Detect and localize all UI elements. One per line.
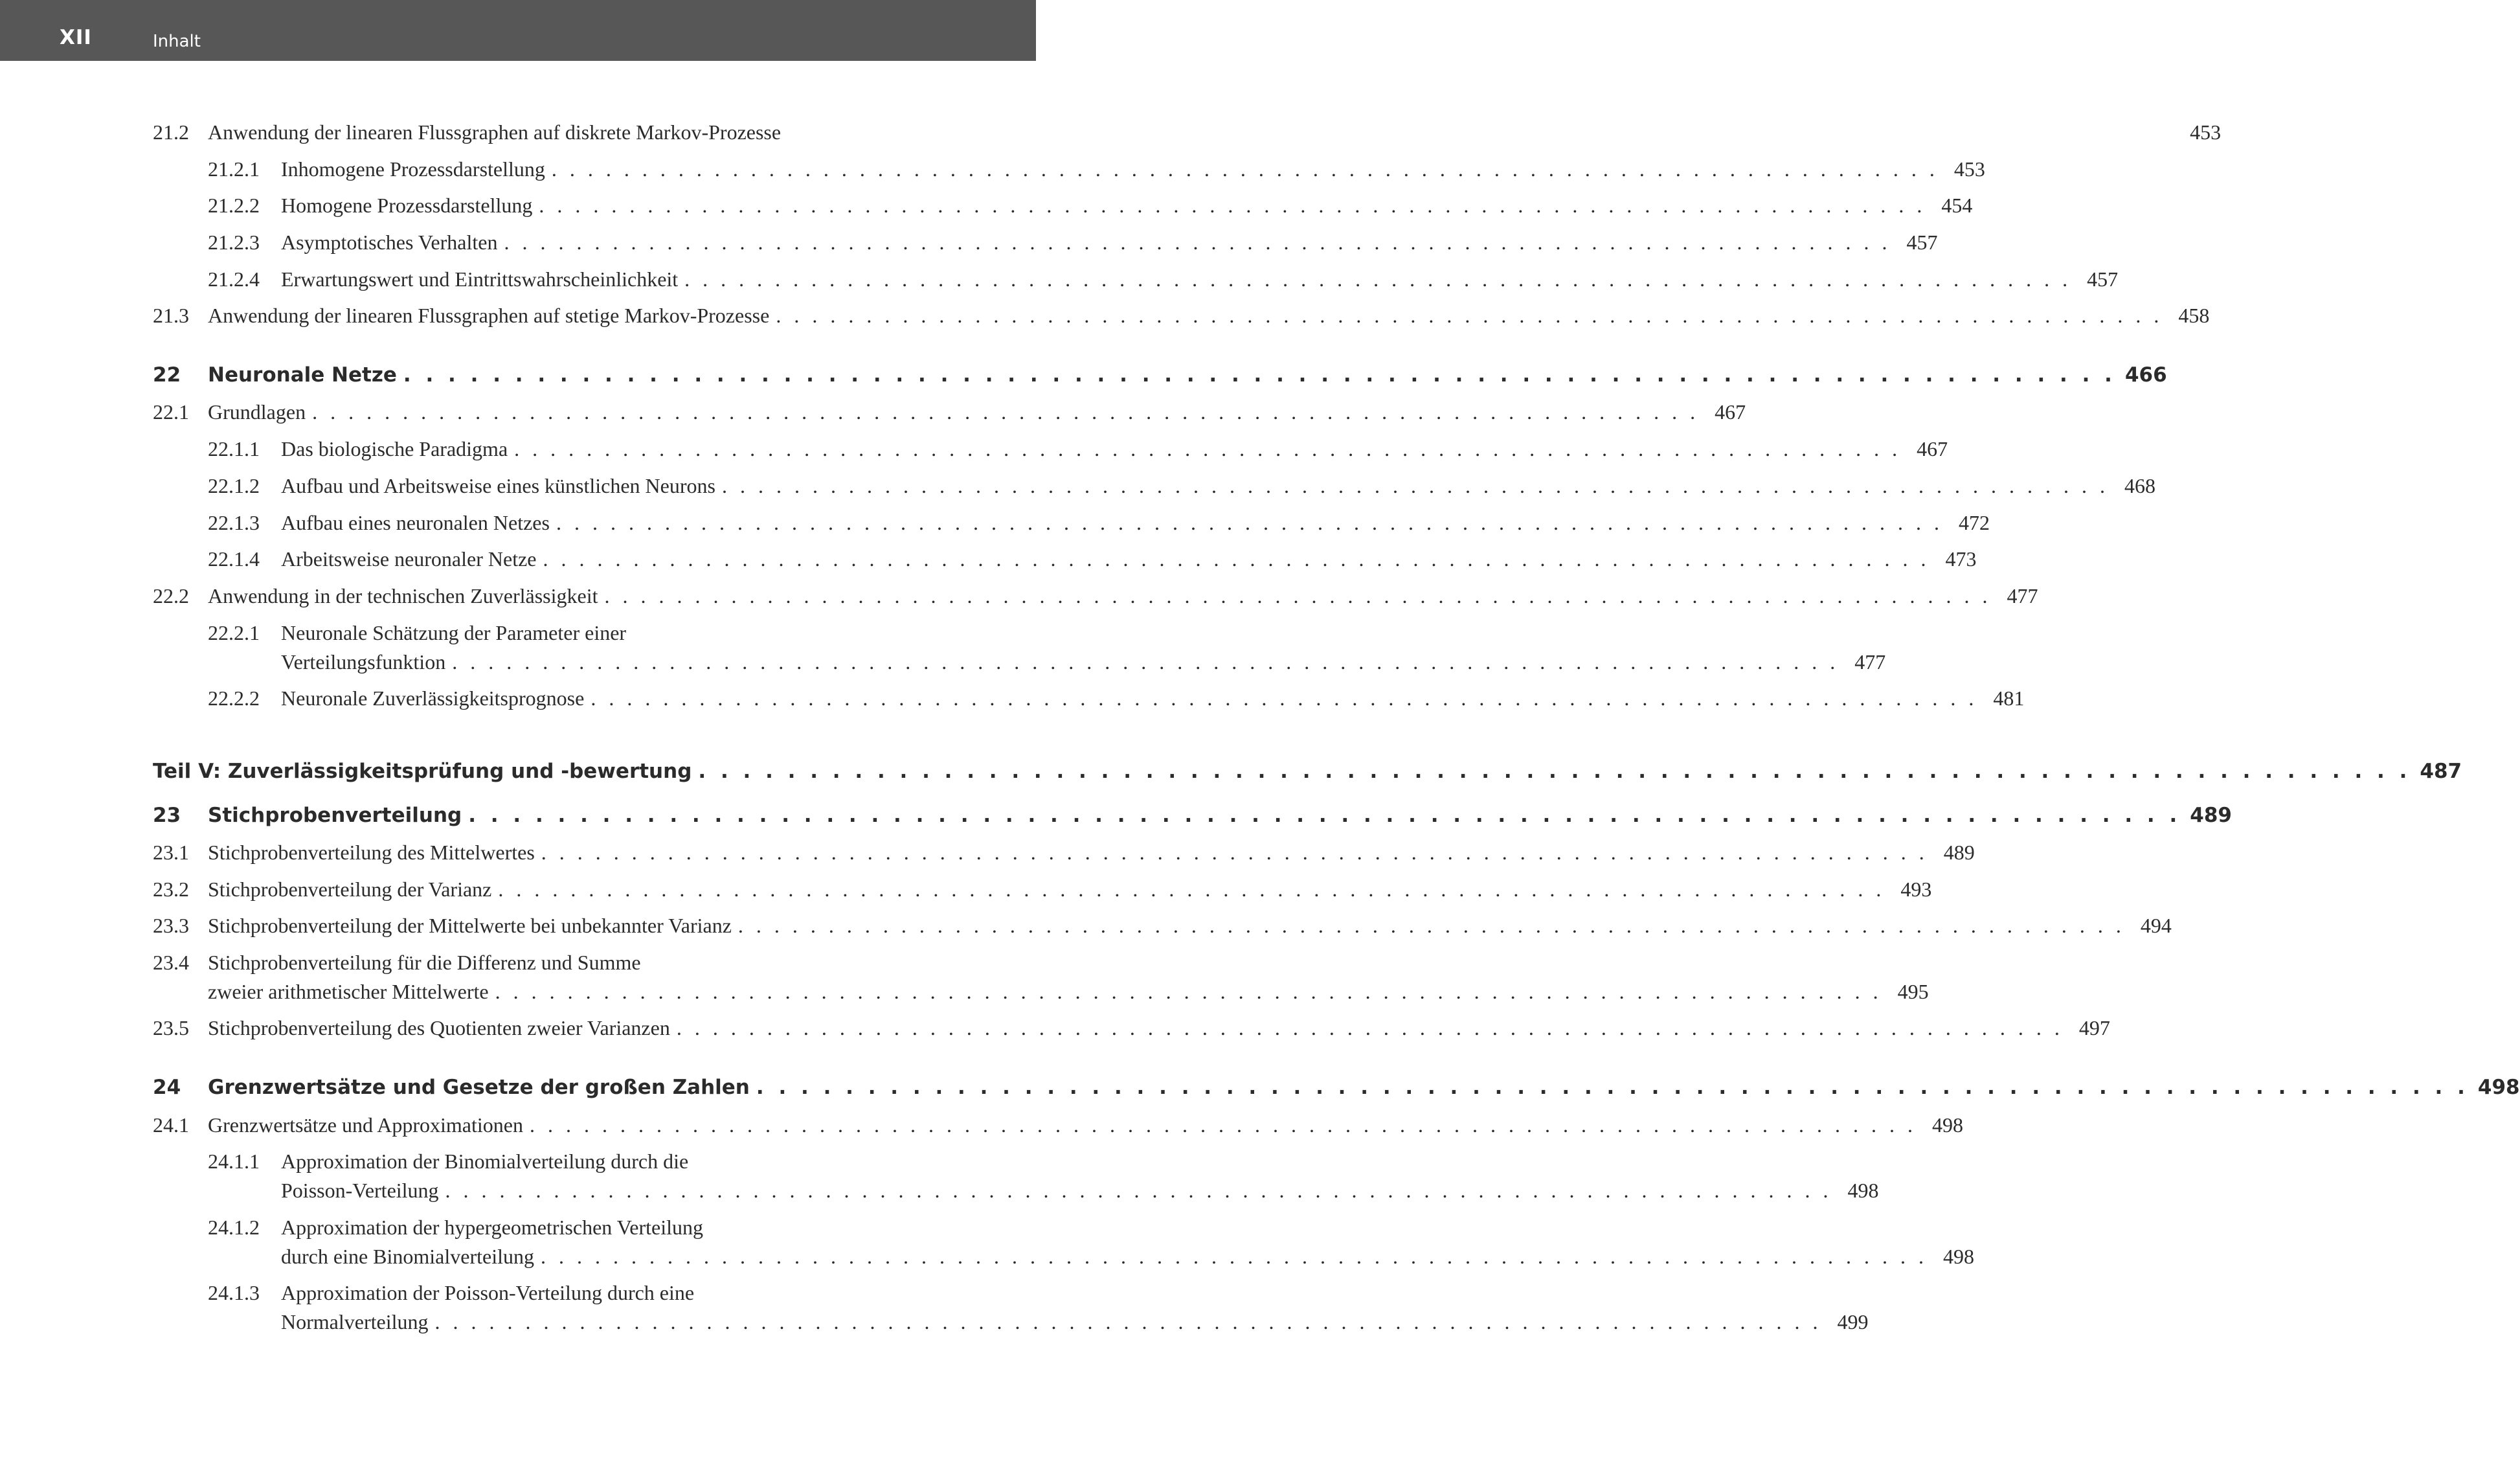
entry-number: 24.1.3 (208, 1281, 260, 1304)
leader-dots: . . . . . . . . . . . . . . . . . . . . . . . . . . . . . . . . . . . . . . . . . . . . . . . . . . . . . . . . . . . . . . . . . . . . . . . . . . . . . (591, 686, 1978, 710)
entry-number: 21.2.4 (208, 267, 260, 291)
part-page: 487 (2420, 760, 2462, 783)
toc-entry[interactable] (153, 547, 1977, 577)
leader-dots: . . . . . . . . . . . . . . . . . . . . . . . . . . . . . . . . . . . . . . . . . . . . . . . . . . . . . . . . . . . . . . . . . . . . . . . . . . . . . (721, 474, 2109, 497)
entry-title: Anwendung in der technischen Zuverlässigkeit (208, 584, 598, 607)
chapter-number: 24 (153, 1076, 181, 1099)
entry-number: 24.1.1 (208, 1150, 260, 1173)
leader-dots: . . . . . . . . . . . . . . . . . . . . . . . . . . . . . . . . . . . . . . . . . . . . . . . . . . . . . . . . . . . . . . . . . . . . . . . . . . . . . (541, 841, 1928, 864)
leader-dots: . . . . . . . . . . . . . . . . . . . . . . . . . . . . . . . . . . . . . . . . . . . . . . . . . . . . . . . . . . . . . . . . . . . . . . . . . . . . . (312, 400, 1700, 424)
entry-title-continued: Poisson-Verteilung (281, 1179, 439, 1202)
entry-number: 23.3 (153, 914, 189, 937)
entry-page: 494 (2140, 914, 2172, 937)
entry-title: Approximation der hypergeometrischen Verteilung (281, 1216, 703, 1239)
entry-number: 21.2.3 (208, 231, 260, 254)
toc-entry-continuation[interactable] (153, 1245, 1974, 1275)
toc-entry[interactable] (153, 304, 2210, 334)
chapter-number: 22 (153, 363, 181, 387)
leader-dots: . . . . . . . . . . . . . . . . . . . . . . . . . . . . . . . . . . . . . . . . . . . . . . . . . . . . . . . . . . . . . . . . . . . . . . . . . . . . . (756, 1076, 2469, 1099)
entry-page: 472 (1958, 511, 1990, 534)
leader-dots: . . . . . . . . . . . . . . . . . . . . . . . . . . . . . . . . . . . . . . . . . . . . . . . . . . . . . . . . . . . . . . . . . . . . . . . . . . . . . (514, 437, 1902, 460)
entry-title: Erwartungswert und Eintrittswahrscheinlichkeit (281, 267, 679, 291)
toc-entry-firstline[interactable] (153, 1216, 703, 1240)
leader-dots: . . . . . . . . . . . . . . . . . . . . . . . . . . . . . . . . . . . . . . . . . . . . . . . . . . . . . . . . . . . . . . . . . . . . . . . . . . . . . (452, 650, 1839, 674)
entry-number: 23.2 (153, 878, 189, 901)
chapter-page: 498 (2477, 1076, 2520, 1099)
leader-dots: . . . . . . . . . . . . . . . . . . . . . . . . . . . . . . . . . . . . . . . . . . . . . . . . . . . . . . . . . . . . . . . . . . . . . . . . . . . . . (776, 304, 2163, 327)
toc-entry-continuation[interactable] (153, 650, 1886, 680)
entry-page: 458 (2178, 304, 2210, 327)
leader-dots: . . . . . . . . . . . . . . . . . . . . . . . . . . . . . . . . . . . . . . . . . . . . . . . . . . . . . . . . . . . . . . . . . . . . . . . . . . . . . (684, 267, 2072, 291)
entry-page: 467 (1917, 437, 1948, 460)
entry-number: 22.1.4 (208, 547, 260, 571)
leader-dots: . . . . . . . . . . . . . . . . . . . . . . . . . . . . . . . . . . . . . . . . . . . . . . . . . . . . . . . . . . . . . . . . . . . . . . . . . . . . . (556, 511, 1943, 534)
leader-dots: . . . . . . . . . . . . . . . . . . . . . . . . . . . . . . . . . . . . . . . . . . . . . . . . . . . . . . . . . . . . . . . . . . . . . . . . . . . . . (737, 914, 2125, 937)
entry-number: 21.2.1 (208, 157, 260, 181)
toc-entry-continuation[interactable] (153, 1179, 1879, 1208)
entry-title-continued: zweier arithmetischer Mittelwerte (208, 980, 489, 1003)
chapter-title: Neuronale Netze (208, 363, 397, 387)
entry-page: 481 (1993, 686, 2025, 710)
entry-number: 22.1.3 (208, 511, 260, 534)
part-title: Teil V: Zuverlässigkeitsprüfung und -bewertung (153, 760, 692, 783)
entry-title-continued: Normalverteilung (281, 1310, 429, 1333)
toc-entry[interactable] (153, 511, 1990, 541)
entry-title: Aufbau und Arbeitsweise eines künstlichen Neurons (281, 474, 715, 497)
entry-title-continued: durch eine Binomialverteilung (281, 1245, 534, 1268)
entry-title: Approximation der Poisson-Verteilung durch eine (281, 1281, 695, 1304)
entry-page: 498 (1931, 1113, 1963, 1137)
chapter-page: 466 (2124, 363, 2167, 387)
leader-dots: . . . . . . . . . . . . . . . . . . . . . . . . . . . . . . . . . . . . . . . . . . . . . . . . . . . . . . . . . . . . . . . . . . . . . . . . . . . . . (698, 760, 2411, 783)
section-title: Inhalt (153, 32, 201, 51)
toc-entry-firstline[interactable] (153, 951, 641, 975)
entry-page: 467 (1715, 400, 1746, 424)
toc-entry[interactable] (153, 400, 1746, 430)
entry-number: 22.2 (153, 584, 189, 607)
entry-title: Inhomogene Prozessdarstellung (281, 157, 545, 181)
entry-title: Homogene Prozessdarstellung (281, 194, 533, 217)
entry-title: Grundlagen (208, 400, 306, 424)
entry-title: Asymptotisches Verhalten (281, 231, 498, 254)
entry-number: 22.1.2 (208, 474, 260, 497)
entry-title: Anwendung der linearen Flussgraphen auf diskrete Markov-Prozesse (208, 120, 782, 144)
leader-dots: . . . . . . . . . . . . . . . . . . . . . . . . . . . . . . . . . . . . . . . . . . . . . . . . . . . . . . . . . . . . . . . . . . . . . . . . . . . . . (541, 1245, 1928, 1268)
toc-entry[interactable] (153, 267, 2119, 297)
toc-entry[interactable] (153, 474, 2155, 504)
entry-title: Stichprobenverteilung des Mittelwertes (208, 841, 535, 864)
entry-title: Grenzwertsätze und Approximationen (208, 1113, 523, 1137)
page-header (0, 0, 1036, 61)
entry-number: 23.1 (153, 841, 189, 864)
entry-number: 21.2 (153, 120, 189, 144)
toc-entry-firstline[interactable] (153, 1150, 688, 1174)
entry-title: Neuronale Zuverlässigkeitsprognose (281, 686, 585, 710)
entry-title: Stichprobenverteilung für die Differenz und Summe (208, 951, 641, 974)
entry-page: 468 (2124, 474, 2155, 497)
entry-page: 493 (1900, 878, 1932, 901)
toc-entry-firstline[interactable] (153, 621, 626, 645)
entry-number: 22.1.1 (208, 437, 260, 460)
leader-dots: . . . . . . . . . . . . . . . . . . . . . . . . . . . . . . . . . . . . . . . . . . . . . . . . . . . . . . . . . . . . . . . . . . . . . . . . . . . . . (498, 878, 1885, 901)
entry-number: 23.4 (153, 951, 189, 974)
leader-dots: . . . . . . . . . . . . . . . . . . . . . . . . . . . . . . . . . . . . . . . . . . . . . . . . . . . . . . . . . . . . . . . . . . . . . . . . . . . . . (468, 804, 2181, 827)
entry-number: 21.3 (153, 304, 189, 327)
entry-page: 453 (2190, 120, 2222, 144)
leader-dots: . . . . . . . . . . . . . . . . . . . . . . . . . . . . . . . . . . . . . . . . . . . . . . . . . . . . . . . . . . . . . . . . . . . . . . . . . . . . . (445, 1179, 1832, 1202)
entry-page: 457 (2087, 267, 2119, 291)
toc-chapter[interactable] (153, 804, 2232, 834)
entry-number: 23.5 (153, 1016, 189, 1039)
entry-title: Aufbau eines neuronalen Netzes (281, 511, 550, 534)
entry-page: 497 (2078, 1016, 2110, 1039)
entry-page: 473 (1945, 547, 1977, 571)
entry-number: 21.2.2 (208, 194, 260, 217)
toc-entry[interactable] (153, 120, 2222, 150)
toc-entry[interactable] (153, 437, 1948, 467)
leader-dots: . . . . . . . . . . . . . . . . . . . . . . . . . . . . . . . . . . . . . . . . . . . . . . . . . . . . . . . . . . . . . . . . . . . . . . . . . . . . . (543, 547, 1930, 571)
toc-part[interactable] (153, 760, 2462, 789)
entry-page: 453 (1953, 157, 1985, 181)
entry-title: Neuronale Schätzung der Parameter einer (281, 621, 627, 644)
toc-entry[interactable] (153, 231, 1938, 260)
leader-dots: . . . . . . . . . . . . . . . . . . . . . . . . . . . . . . . . . . . . . . . . . . . . . . . . . . . . . . . . . . . . . . . . . . . . . . . . . . . . . (539, 194, 1926, 217)
toc-chapter[interactable] (153, 363, 2167, 393)
chapter-number: 23 (153, 804, 181, 827)
toc-entry[interactable] (153, 914, 2172, 944)
toc-entry[interactable] (153, 1016, 2110, 1046)
leader-dots: . . . . . . . . . . . . . . . . . . . . . . . . . . . . . . . . . . . . . . . . . . . . . . . . . . . . . . . . . . . . . . . . . . . . . . . . . . . . . (434, 1310, 1822, 1333)
toc-entry[interactable] (153, 157, 1985, 187)
toc-chapter[interactable] (153, 1076, 2520, 1106)
leader-dots: . . . . . . . . . . . . . . . . . . . . . . . . . . . . . . . . . . . . . . . . . . . . . . . . . . . . . . . . . . . . . . . . . . . . . . . . . . . . . (403, 363, 2116, 387)
entry-number: 24.1 (153, 1113, 189, 1137)
entry-page: 454 (1941, 194, 1973, 217)
toc-entry[interactable] (153, 1113, 1963, 1143)
leader-dots: . . . . . . . . . . . . . . . . . . . . . . . . . . . . . . . . . . . . . . . . . . . . . . . . . . . . . . . . . . . . . . . . . . . . . . . . . . . . . (676, 1016, 2064, 1039)
leader-dots: . . . . . . . . . . . . . . . . . . . . . . . . . . . . . . . . . . . . . . . . . . . . . . . . . . . . . . . . . . . . . . . . . . . . . . . . . . . . . (495, 980, 1882, 1003)
entry-number: 22.1 (153, 400, 189, 424)
entry-page: 477 (2007, 584, 2038, 607)
entry-title: Arbeitsweise neuronaler Netze (281, 547, 537, 571)
leader-dots: . . . . . . . . . . . . . . . . . . . . . . . . . . . . . . . . . . . . . . . . . . . . . . . . . . . . . . . . . . . . . . . . . . . . . . . . . . . . . (529, 1113, 1917, 1137)
entry-page: 489 (1943, 841, 1975, 864)
toc-entry-firstline[interactable] (153, 1281, 694, 1305)
chapter-page: 489 (2190, 804, 2232, 827)
entry-number: 24.1.2 (208, 1216, 260, 1239)
leader-dots: . . . . . . . . . . . . . . . . . . . . . . . . . . . . . . . . . . . . . . . . . . . . . . . . . . . . . . . . . . . . . . . . . . . . . . . . . . . . . (604, 584, 1992, 607)
entry-page: 498 (1943, 1245, 1974, 1268)
toc-entry[interactable] (153, 194, 1973, 223)
leader-dots: . . . . . . . . . . . . . . . . . . . . . . . . . . . . . . . . . . . . . . . . . . . . . . . . . . . . . . . . . . . . . . . . . . . . . . . . . . . . . (504, 231, 1891, 254)
entry-title-continued: Verteilungsfunktion (281, 650, 446, 674)
entry-title: Stichprobenverteilung der Mittelwerte bei unbekannter Varianz (208, 914, 732, 937)
entry-page: 495 (1897, 980, 1929, 1003)
entry-title: Stichprobenverteilung des Quotienten zweier Varianzen (208, 1016, 670, 1039)
entry-page: 498 (1847, 1179, 1879, 1202)
entry-title: Stichprobenverteilung der Varianz (208, 878, 492, 901)
toc-entry-continuation[interactable] (153, 1310, 1869, 1340)
toc-entry[interactable] (153, 841, 1975, 870)
entry-page: 477 (1854, 650, 1886, 674)
toc-entry[interactable] (153, 686, 2025, 716)
entry-page: 457 (1906, 231, 1938, 254)
leader-dots: . . . . . . . . . . . . . . . . . . . . . . . . . . . . . . . . . . . . . . . . . . . . . . . . . . . . . . . . . . . . . . . . . . . . . . . . . . . . . (551, 157, 1939, 181)
entry-title: Approximation der Binomialverteilung durch die (281, 1150, 689, 1173)
entry-number: 22.2.1 (208, 621, 260, 644)
toc-entry[interactable] (153, 878, 1932, 907)
entry-page: 499 (1837, 1310, 1869, 1333)
toc-entry[interactable] (153, 584, 2038, 614)
entry-number: 22.2.2 (208, 686, 260, 710)
chapter-title: Stichprobenverteilung (208, 804, 462, 827)
page-number: XII (60, 26, 92, 49)
entry-title: Anwendung der linearen Flussgraphen auf stetige Markov-Prozesse (208, 304, 770, 327)
chapter-title: Grenzwertsätze und Gesetze der großen Zahlen (208, 1076, 750, 1099)
entry-title: Das biologische Paradigma (281, 437, 508, 460)
toc-entry-continuation[interactable] (153, 980, 1929, 1010)
